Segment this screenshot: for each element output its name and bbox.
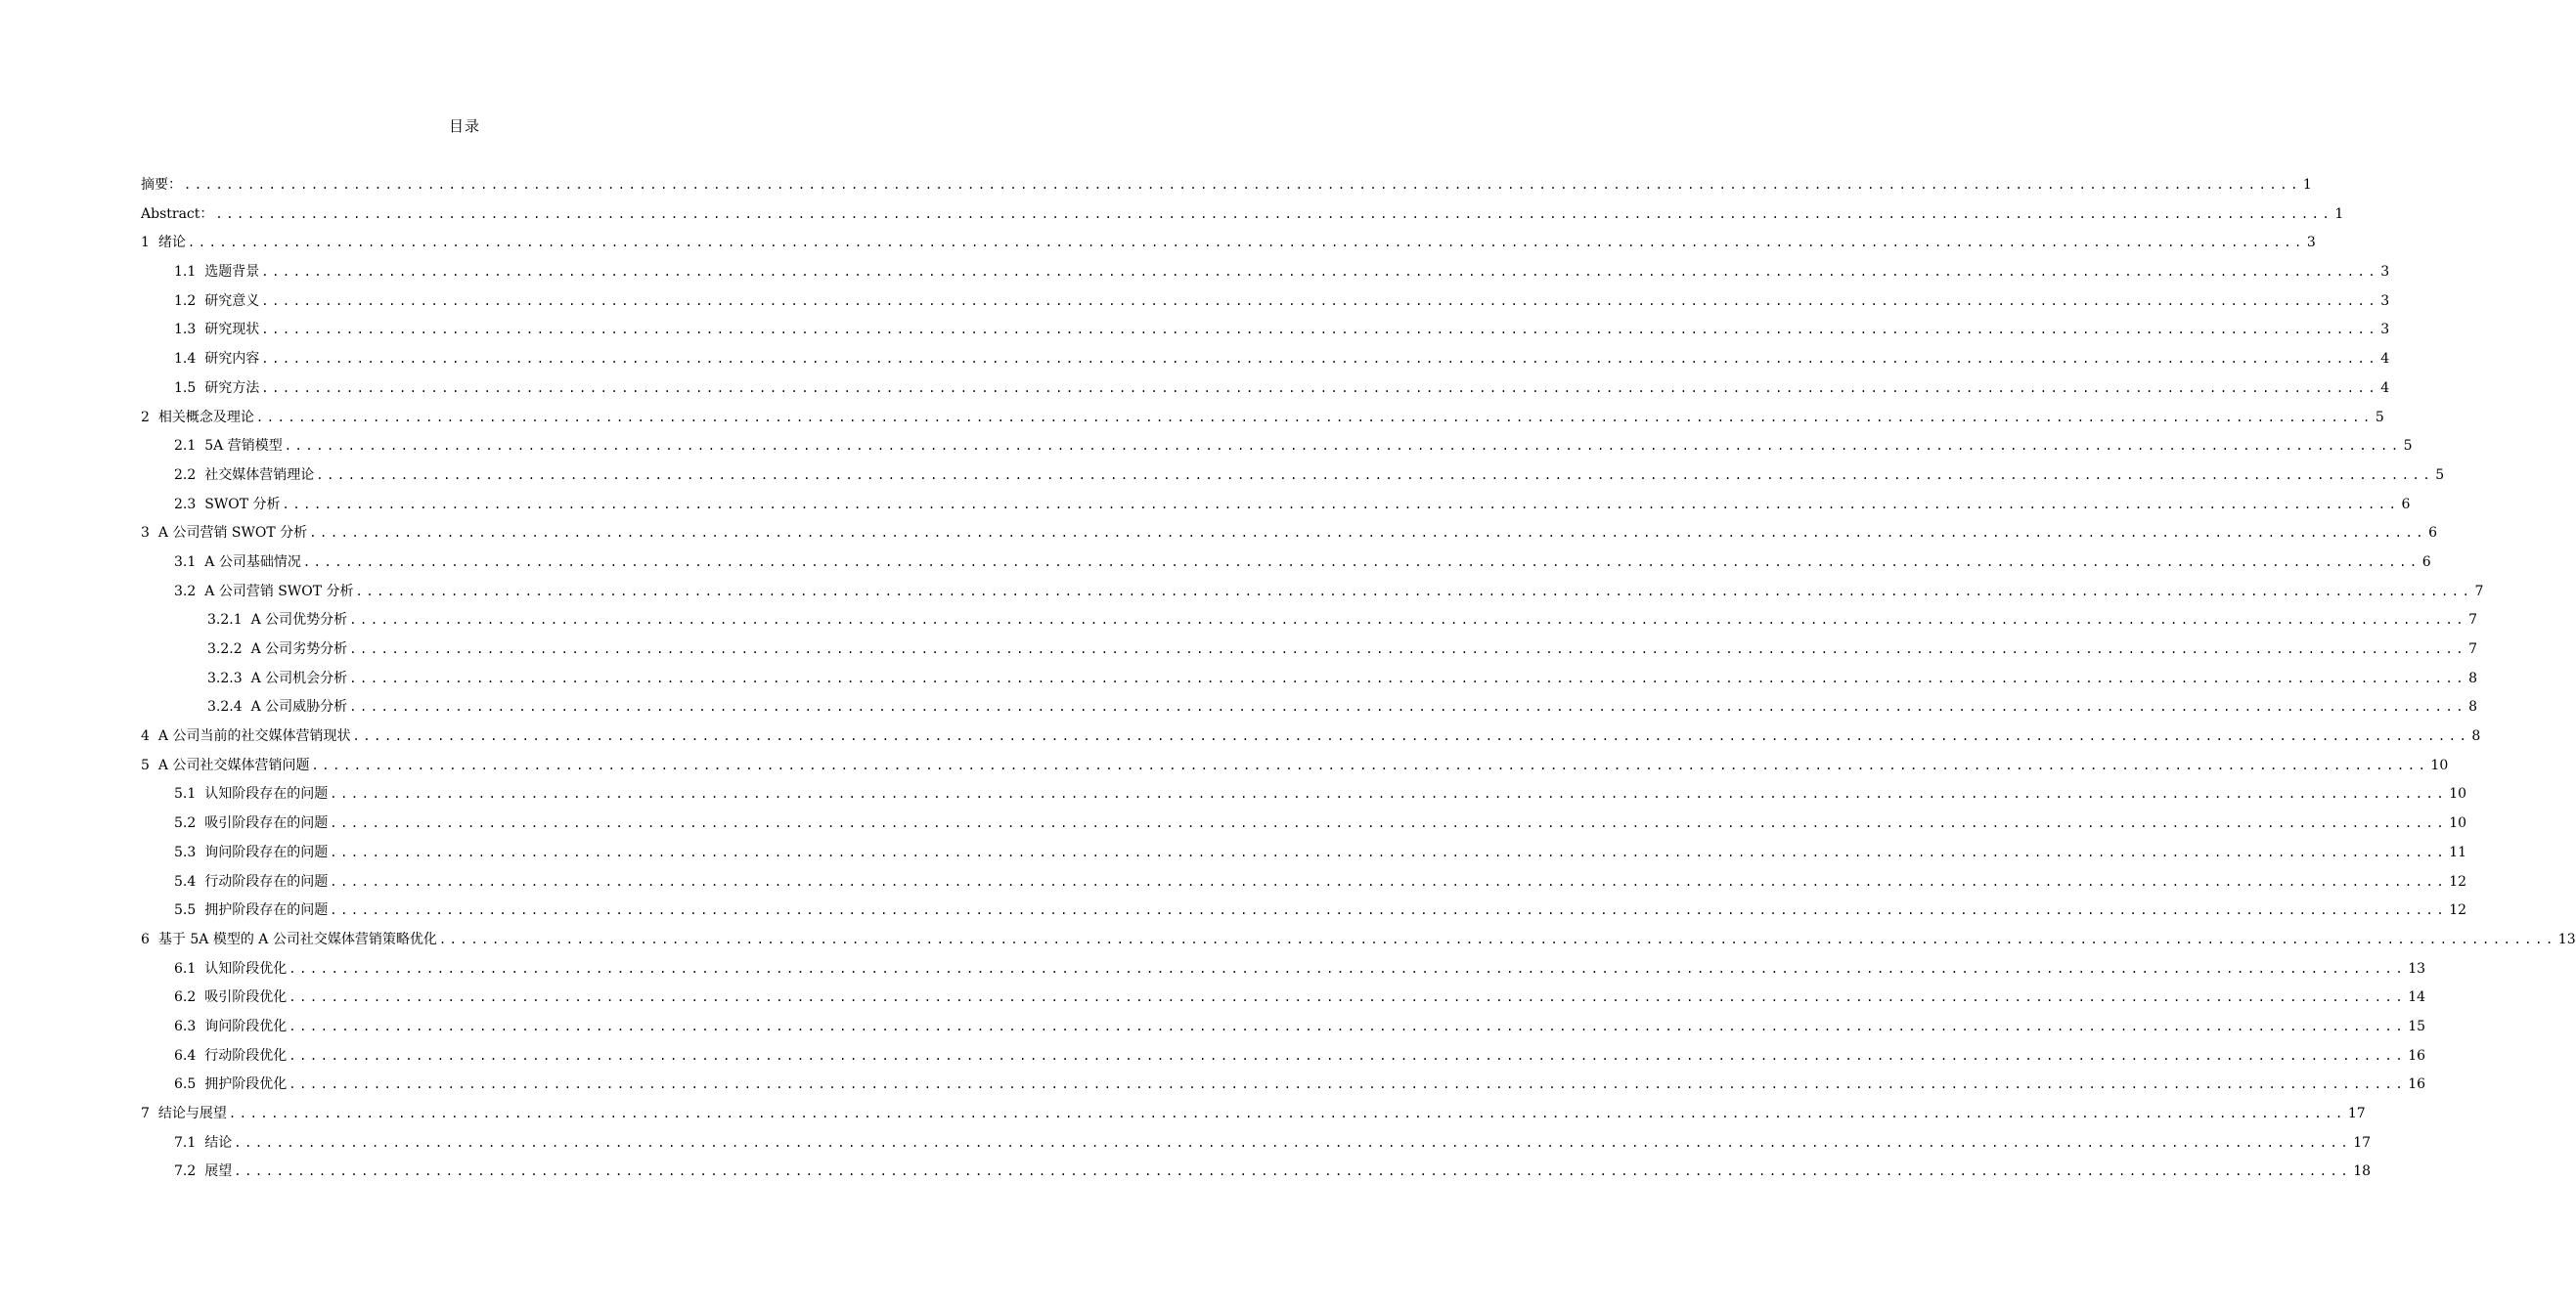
toc-entry-text: A 公司社交媒体营销问题	[157, 757, 310, 773]
toc-dot-leader: ........................................................................................................................................................................................................	[284, 439, 2402, 454]
toc-entry-text: A 公司当前的社交媒体营销现状	[157, 728, 351, 745]
toc-entry-label	[207, 635, 347, 665]
toc-entry-label	[174, 839, 328, 868]
toc-entry[interactable]	[141, 693, 2478, 723]
toc-entry[interactable]	[141, 404, 2384, 433]
toc-entry-number: 1.4	[174, 351, 197, 368]
toc-entry-text: 吸引阶段优化	[204, 989, 288, 1006]
toc-entry[interactable]	[141, 578, 2484, 607]
toc-entry-label	[174, 780, 328, 810]
toc-entry[interactable]	[141, 868, 2467, 898]
toc-entry-text: A 公司营销 SWOT 分析	[157, 525, 308, 542]
toc-entry[interactable]	[141, 926, 2576, 955]
toc-entry-label	[207, 693, 347, 723]
toc-entry-label	[141, 519, 307, 548]
toc-entry[interactable]	[141, 374, 2390, 404]
toc-entry-label	[174, 316, 259, 345]
toc-dot-leader: ........................................................................................................................................................................................................	[330, 874, 2448, 889]
toc-entry[interactable]	[141, 287, 2390, 317]
toc-entry-label	[174, 1013, 287, 1042]
toc-entry-page: 6	[2428, 525, 2438, 542]
toc-dot-leader: ........................................................................................................................................................................................................	[184, 178, 2301, 192]
toc-entry[interactable]	[141, 171, 2312, 200]
toc-entry-page: 10	[2430, 757, 2449, 773]
toc-dot-leader: ........................................................................................................................................................................................................	[316, 467, 2434, 482]
toc-entry-page: 5	[2375, 409, 2384, 425]
toc-entry-number: 5.3	[174, 844, 197, 860]
toc-entry-page: 5	[2435, 466, 2445, 483]
toc-entry-label	[174, 345, 259, 374]
toc-entry-text: 行动阶段优化	[204, 1047, 288, 1064]
toc-title: 目录	[448, 117, 480, 135]
toc-entry-text: 拥护阶段存在的问题	[204, 902, 329, 919]
toc-dot-leader: ........................................................................................................................................................................................................	[355, 584, 2473, 598]
toc-entry-label	[174, 1042, 287, 1072]
toc-entry-page: 7	[2474, 583, 2484, 599]
toc-entry-page: 10	[2449, 815, 2467, 832]
toc-entry[interactable]	[141, 955, 2426, 985]
toc-entry-page: 17	[2347, 1106, 2366, 1121]
toc-entry-page: 10	[2449, 786, 2467, 803]
toc-dot-leader: ........................................................................................................................................................................................................	[187, 236, 2305, 250]
toc-entry-label	[174, 984, 287, 1013]
toc-entry[interactable]	[141, 839, 2467, 868]
toc-entry-text: 结论	[204, 1134, 233, 1151]
toc-entry-number: 2.1	[174, 438, 197, 455]
toc-entry-number: 1.1	[174, 264, 197, 281]
toc-entry-text: A 公司基础情况	[204, 553, 301, 570]
toc-entry-page: 12	[2449, 873, 2467, 890]
toc-entry-page: 16	[2408, 1076, 2426, 1093]
toc-entry-label	[174, 897, 328, 926]
toc-entry-page: 17	[2353, 1134, 2372, 1151]
toc-entry-label	[174, 548, 301, 578]
toc-dot-leader: ........................................................................................................................................................................................................	[255, 410, 2374, 424]
toc-entry[interactable]	[141, 229, 2316, 258]
toc-entry-text: 研究现状	[204, 322, 260, 338]
toc-entry-page: 6	[2421, 553, 2431, 570]
toc-entry-text: 行动阶段存在的问题	[204, 873, 329, 890]
toc-entry-page: 12	[2449, 902, 2467, 919]
toc-entry-number: 5.4	[174, 873, 197, 890]
toc-dot-leader: ........................................................................................................................................................................................................	[289, 1077, 2407, 1092]
toc-entry[interactable]	[141, 752, 2449, 781]
toc-entry-number: 1.2	[174, 292, 197, 309]
toc-entry-label	[174, 955, 287, 985]
toc-entry-text: 认知阶段存在的问题	[204, 786, 329, 803]
toc-entry-number: 6.1	[174, 960, 197, 977]
toc-entry-page: 13	[2557, 931, 2576, 947]
toc-dot-leader: ........................................................................................................................................................................................................	[289, 961, 2407, 976]
toc-entry-page: 3	[2380, 322, 2390, 338]
toc-entry-number: 6.4	[174, 1047, 197, 1064]
toc-dot-leader: ........................................................................................................................................................................................................	[234, 1164, 2352, 1179]
toc-dot-leader: ........................................................................................................................................................................................................	[330, 845, 2448, 859]
toc-entry-text: Abstract：	[141, 205, 214, 222]
toc-dot-leader: ........................................................................................................................................................................................................	[282, 497, 2400, 511]
toc-entry-number: 1	[141, 235, 150, 251]
toc-dot-leader: ........................................................................................................................................................................................................	[261, 265, 2379, 280]
toc-entry-number: 3.1	[174, 553, 197, 570]
toc-entry-page: 15	[2408, 1018, 2426, 1034]
toc-entry[interactable]	[141, 780, 2467, 810]
toc-entry[interactable]	[141, 606, 2478, 635]
toc-entry[interactable]	[141, 491, 2411, 520]
toc-entry[interactable]	[141, 316, 2390, 345]
toc-entry-label	[174, 868, 328, 898]
toc-entry-text: 社交媒体营销理论	[204, 466, 315, 483]
toc-entry-page: 11	[2449, 844, 2467, 860]
toc-entry-label	[141, 752, 309, 781]
toc-entry-text: 拥护阶段优化	[204, 1076, 288, 1093]
toc-entry-label	[141, 171, 182, 200]
toc-entry-number: 5.1	[174, 786, 197, 803]
toc-entry-page: 5	[2403, 438, 2413, 455]
toc-entry-label	[174, 1158, 232, 1187]
toc-entry-page: 6	[2401, 496, 2411, 512]
toc-entry-page: 7	[2468, 641, 2478, 657]
toc-entry[interactable]	[141, 345, 2390, 374]
toc-entry-label	[141, 404, 254, 433]
toc-entry-number: 3.2	[174, 583, 197, 599]
toc-entry[interactable]	[141, 1100, 2366, 1129]
toc-entry-text: 相关概念及理论	[157, 409, 254, 425]
toc-entry[interactable]	[141, 1129, 2372, 1159]
toc-entry[interactable]	[141, 984, 2426, 1013]
toc-dot-leader: ........................................................................................................................................................................................................	[438, 932, 2556, 946]
toc-entry-number: 7.1	[174, 1134, 197, 1151]
toc-entry-number: 5	[141, 757, 150, 773]
toc-entry[interactable]	[141, 665, 2478, 694]
toc-entry-text: 研究意义	[204, 292, 260, 309]
toc-list	[141, 171, 2576, 1187]
toc-dot-leader: ........................................................................................................................................................................................................	[215, 206, 2333, 221]
toc-dot-leader: ........................................................................................................................................................................................................	[261, 323, 2379, 337]
toc-entry[interactable]	[141, 258, 2390, 287]
toc-dot-leader: ........................................................................................................................................................................................................	[311, 758, 2429, 772]
toc-entry-number: 2.2	[174, 466, 197, 483]
toc-entry-text: 询问阶段存在的问题	[204, 844, 329, 860]
toc-entry-number: 3.2.1	[207, 612, 243, 629]
toc-entry-number: 2.3	[174, 496, 197, 512]
toc-entry-label	[174, 258, 259, 287]
toc-entry-page: 18	[2353, 1163, 2372, 1180]
toc-entry-page: 8	[2468, 670, 2478, 686]
toc-entry-text: 研究内容	[204, 351, 260, 368]
toc-entry-text: 选题背景	[204, 264, 260, 281]
toc-dot-leader: ........................................................................................................................................................................................................	[302, 554, 2421, 569]
toc-entry-number: 7.2	[174, 1163, 197, 1180]
toc-entry-label	[141, 229, 186, 258]
toc-entry[interactable]	[141, 461, 2445, 491]
toc-entry-text: 5A 营销模型	[204, 438, 283, 455]
toc-entry[interactable]	[141, 897, 2467, 926]
toc-entry[interactable]	[141, 432, 2413, 461]
toc-entry[interactable]	[141, 1013, 2426, 1042]
toc-dot-leader: ........................................................................................................................................................................................................	[309, 526, 2427, 541]
toc-entry-number: 5.5	[174, 902, 197, 919]
toc-entry-number: 3.2.4	[207, 699, 243, 716]
toc-entry-page: 4	[2380, 351, 2390, 368]
toc-entry-page: 8	[2471, 728, 2481, 745]
toc-dot-leader: ........................................................................................................................................................................................................	[261, 380, 2379, 395]
toc-entry-label	[174, 432, 283, 461]
toc-entry-text: SWOT 分析	[204, 496, 281, 512]
toc-entry[interactable]	[141, 810, 2467, 839]
toc-dot-leader: ........................................................................................................................................................................................................	[349, 671, 2467, 685]
toc-entry-number: 3.2.3	[207, 670, 243, 686]
toc-entry[interactable]	[141, 723, 2481, 752]
toc-entry-label	[174, 374, 259, 404]
toc-entry-text: A 公司劣势分析	[250, 641, 348, 657]
toc-entry-number: 1.3	[174, 322, 197, 338]
toc-entry-text: A 公司机会分析	[250, 670, 348, 686]
toc-dot-leader: ........................................................................................................................................................................................................	[289, 1019, 2407, 1033]
toc-entry-label	[174, 287, 259, 317]
toc-entry-number: 3.2.2	[207, 641, 243, 657]
toc-entry-label	[207, 606, 347, 635]
toc-entry-label	[141, 200, 213, 230]
toc-dot-leader: ........................................................................................................................................................................................................	[228, 1107, 2346, 1120]
toc-dot-leader: ........................................................................................................................................................................................................	[349, 700, 2467, 715]
toc-entry[interactable]	[141, 548, 2431, 578]
toc-entry-label	[141, 723, 350, 752]
toc-entry-text: 询问阶段优化	[204, 1018, 288, 1034]
toc-entry-number: 1.5	[174, 379, 197, 396]
toc-dot-leader: ........................................................................................................................................................................................................	[261, 352, 2379, 367]
toc-dot-leader: ........................................................................................................................................................................................................	[349, 642, 2467, 656]
toc-entry[interactable]	[141, 1158, 2372, 1187]
toc-dot-leader: ........................................................................................................................................................................................................	[349, 613, 2467, 628]
toc-entry-label	[174, 1129, 232, 1159]
toc-entry-label	[174, 810, 328, 839]
toc-entry[interactable]	[141, 1042, 2426, 1072]
toc-entry-page: 3	[2306, 235, 2316, 251]
toc-dot-leader: ........................................................................................................................................................................................................	[289, 1048, 2407, 1063]
toc-entry-number: 6.2	[174, 989, 197, 1006]
toc-entry-number: 4	[141, 728, 150, 745]
toc-entry[interactable]	[141, 200, 2344, 230]
toc-dot-leader: ........................................................................................................................................................................................................	[289, 990, 2407, 1005]
toc-entry-text: A 公司威胁分析	[250, 699, 348, 716]
toc-dot-leader: ........................................................................................................................................................................................................	[330, 903, 2448, 918]
toc-entry-label	[174, 1071, 287, 1100]
toc-dot-leader: ........................................................................................................................................................................................................	[330, 816, 2448, 831]
toc-entry-number: 6	[141, 931, 150, 947]
toc-entry-text: 研究方法	[204, 379, 260, 396]
toc-entry[interactable]	[141, 519, 2438, 548]
toc-entry-number: 6.3	[174, 1018, 197, 1034]
toc-entry-number: 2	[141, 409, 150, 425]
toc-entry-label	[141, 926, 437, 955]
toc-entry-label	[207, 665, 347, 694]
toc-entry-text: 认知阶段优化	[204, 960, 288, 977]
toc-entry-label	[174, 578, 354, 607]
toc-dot-leader: ........................................................................................................................................................................................................	[261, 293, 2379, 308]
toc-entry-number: 6.5	[174, 1076, 197, 1093]
toc-entry-page: 1	[2334, 205, 2344, 222]
toc-entry-text: 展望	[204, 1163, 233, 1180]
toc-entry-label	[174, 461, 314, 491]
toc-entry-page: 14	[2408, 989, 2426, 1006]
toc-entry-text: 吸引阶段存在的问题	[204, 815, 329, 832]
toc-dot-leader: ........................................................................................................................................................................................................	[234, 1135, 2352, 1150]
toc-entry-text: 基于 5A 模型的 A 公司社交媒体营销策略优化	[157, 931, 437, 947]
toc-dot-leader: ........................................................................................................................................................................................................	[352, 729, 2470, 744]
toc-entry-number: 7	[141, 1106, 150, 1121]
toc-entry-page: 1	[2302, 177, 2312, 193]
toc-entry-page: 7	[2468, 612, 2478, 629]
toc-entry-page: 4	[2380, 379, 2390, 396]
toc-entry-label	[141, 1100, 227, 1129]
toc-entry-page: 3	[2380, 292, 2390, 309]
toc-entry-label	[174, 491, 281, 520]
toc-entry-text: A 公司优势分析	[250, 612, 348, 629]
toc-entry[interactable]	[141, 635, 2478, 665]
toc-entry-page: 3	[2380, 264, 2390, 281]
toc-entry-text: 绪论	[157, 235, 186, 251]
toc-entry-number: 3	[141, 525, 150, 542]
toc-entry-page: 8	[2468, 699, 2478, 716]
toc-entry[interactable]	[141, 1071, 2426, 1100]
toc-entry-page: 16	[2408, 1047, 2426, 1064]
toc-entry-text: 摘要：	[141, 177, 182, 193]
toc-entry-page: 13	[2408, 960, 2426, 977]
toc-entry-text: 结论与展望	[157, 1106, 227, 1121]
toc-dot-leader: ........................................................................................................................................................................................................	[330, 787, 2448, 802]
toc-entry-number: 5.2	[174, 815, 197, 832]
toc-entry-text: A 公司营销 SWOT 分析	[204, 583, 354, 599]
